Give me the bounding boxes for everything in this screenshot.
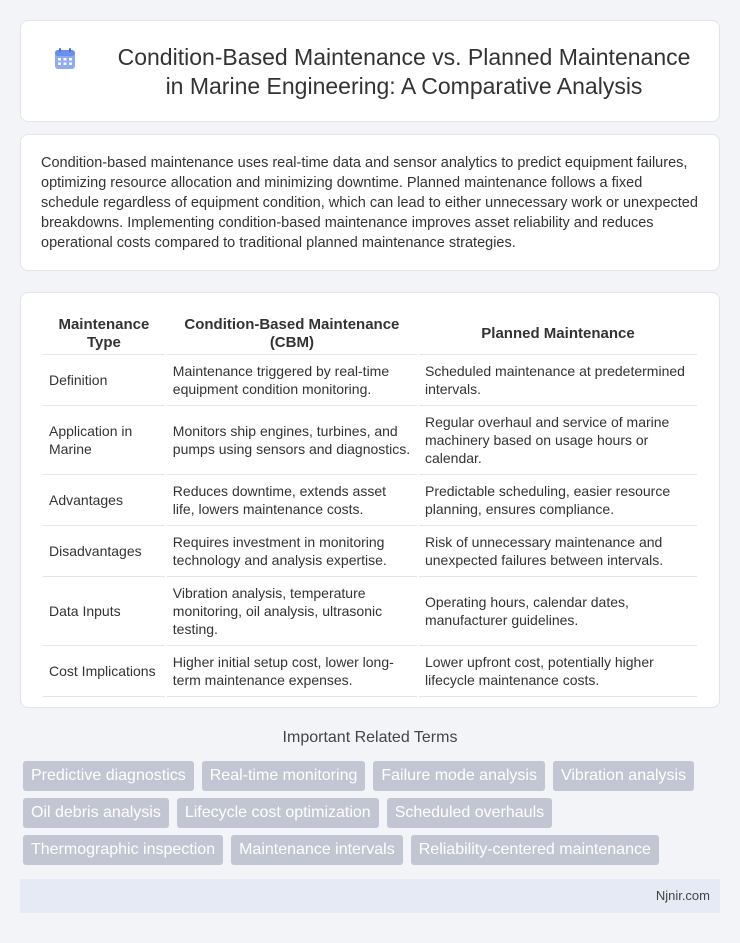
table-row (43, 577, 697, 646)
cbm-cell: Vibration analysis, temperature monitoring, oil analysis, ultrasonic testing. (167, 577, 417, 646)
summary-text: Condition-based maintenance uses real-time data and sensor analytics to predict equipment failures, optimizing resource allocation and minimizing downtime. Planned maintenance follows a fixed schedule regardless of equipment condition, which can lead to either unnecessary work or unexpected breakdowns. Implementing condition-based maintenance improves asset reliability and reduces operational costs compared to traditional planned maintenance strategies. (41, 155, 698, 251)
planned-cell: Scheduled maintenance at predetermined intervals. (419, 355, 697, 406)
related-term-tag[interactable]: Oil debris analysis (23, 798, 169, 828)
cbm-cell: Reduces downtime, extends asset life, lowers maintenance costs. (167, 475, 417, 526)
table-header-row (43, 313, 697, 355)
cbm-cell: Maintenance triggered by real-time equipment condition monitoring. (167, 355, 417, 406)
table-row (43, 526, 697, 577)
related-term-tag[interactable]: Lifecycle cost optimization (177, 798, 379, 828)
comparison-table-card (20, 292, 720, 708)
page-title: Condition-Based Maintenance vs. Planned Maintenance in Marine Engineering: A Comparative Analysis (117, 44, 691, 99)
row-label: Data Inputs (43, 577, 165, 646)
header-cbm: Condition-Based Maintenance (CBM) (167, 313, 417, 355)
footer (20, 879, 720, 913)
summary-card (20, 134, 720, 271)
related-term-tag[interactable]: Real-time monitoring (202, 761, 366, 791)
row-label: Definition (43, 355, 165, 406)
related-terms-title: Important Related Terms (282, 729, 458, 746)
related-term-tag[interactable]: Reliability-centered maintenance (411, 835, 659, 865)
planned-cell: Risk of unnecessary maintenance and unexpected failures between intervals. (419, 526, 697, 577)
row-label: Application in Marine (43, 406, 165, 475)
planned-cell: Operating hours, calendar dates, manufacturer guidelines. (419, 577, 697, 646)
footer-site[interactable]: Njnir.com (655, 888, 710, 903)
cbm-cell: Requires investment in monitoring technology and analysis expertise. (167, 526, 417, 577)
table-row (43, 406, 697, 475)
planned-cell: Predictable scheduling, easier resource planning, ensures compliance. (419, 475, 697, 526)
cbm-cell: Monitors ship engines, turbines, and pumps using sensors and diagnostics. (167, 406, 417, 475)
planned-cell: Lower upfront cost, potentially higher lifecycle maintenance costs. (419, 646, 697, 697)
related-term-tag[interactable]: Scheduled overhauls (387, 798, 552, 828)
row-label: Disadvantages (43, 526, 165, 577)
related-term-tag[interactable]: Maintenance intervals (231, 835, 403, 865)
table-row (43, 646, 697, 697)
comparison-table (41, 313, 699, 697)
row-label: Advantages (43, 475, 165, 526)
header-planned: Planned Maintenance (419, 313, 697, 355)
cbm-cell: Higher initial setup cost, lower long-term maintenance expenses. (167, 646, 417, 697)
calendar-icon (53, 47, 77, 71)
related-term-tag[interactable]: Vibration analysis (553, 761, 694, 791)
related-terms-list (23, 761, 723, 865)
header-maintenance-type: Maintenance Type (43, 313, 165, 355)
row-label: Cost Implications (43, 646, 165, 697)
related-term-tag[interactable]: Predictive diagnostics (23, 761, 194, 791)
table-row (43, 475, 697, 526)
title-card (20, 20, 720, 122)
related-term-tag[interactable]: Failure mode analysis (373, 761, 545, 791)
table-row (43, 355, 697, 406)
related-term-tag[interactable]: Thermographic inspection (23, 835, 223, 865)
planned-cell: Regular overhaul and service of marine machinery based on usage hours or calendar. (419, 406, 697, 475)
